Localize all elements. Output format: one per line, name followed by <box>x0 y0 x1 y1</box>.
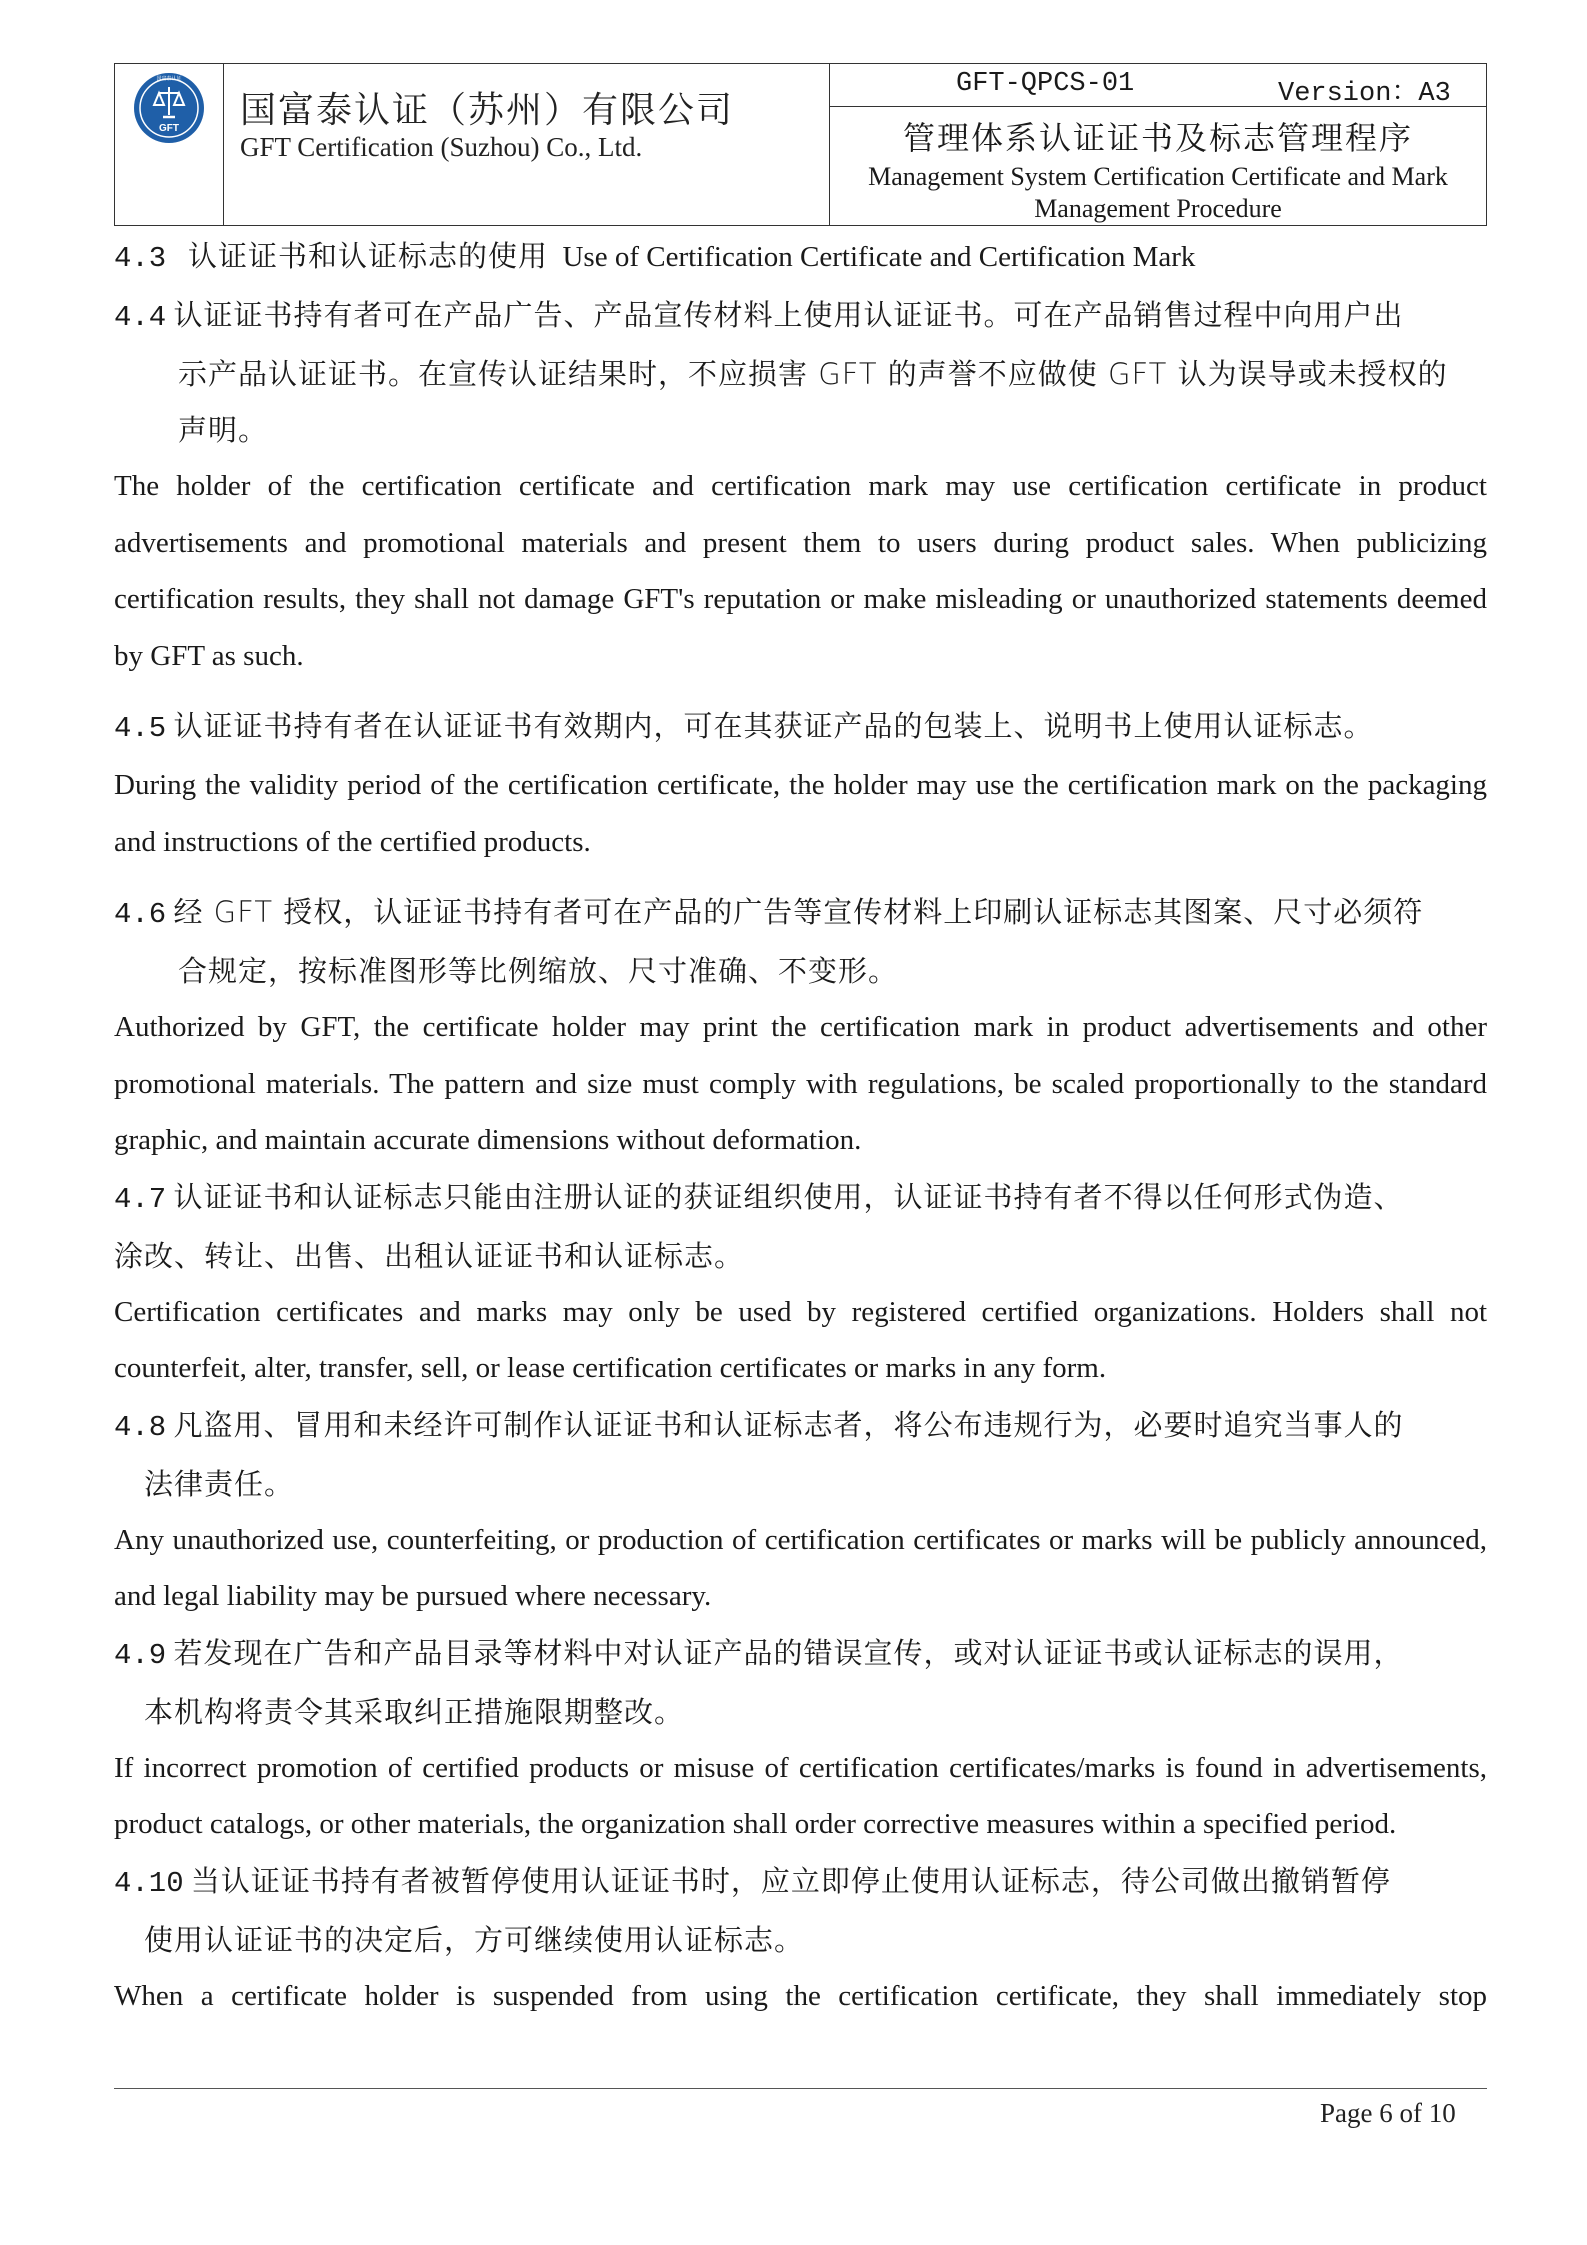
section-4-10-line-2: 使用认证证书的决定后，方可继续使用认证标志。 <box>144 1922 805 1957</box>
section-heading-en: Use of Certification Certificate and Certification Mark <box>562 241 1196 273</box>
document-body <box>114 228 1487 2024</box>
section-4-9-line-2: 本机构将责令其采取纠正措施限期整改。 <box>144 1694 685 1729</box>
section-4-7-en: Certification certificates and marks may only be used by registered certified organizations. Holders shall not counterfeit, alter, transfer, sell, or lease certification certificates or marks in any form. <box>114 1295 1487 1384</box>
section-4-6-en: Authorized by GFT, the certificate holder may print the certification mark in product advertisements and other promotional materials. The pattern and size must comply with regulations, be scaled proportionally to the standard graphic, and maintain accurate dimensions without deformation. <box>114 1011 1487 1156</box>
section-4-9-line-1 <box>114 1625 1487 1684</box>
footer-divider <box>114 2088 1487 2089</box>
gft-logo-icon <box>132 71 206 145</box>
logo-cell <box>115 64 224 226</box>
section-number: 4.10 <box>114 1866 184 1900</box>
section-number: 4.4 <box>114 301 167 334</box>
doc-title-en: Management System Certification Certificate and Mark Management Procedure <box>868 162 1448 223</box>
paragraph-cn: 凡盗用、冒用和未经许可制作认证证书和认证标志者，将公布违规行为，必要时追究当事人的 <box>173 1407 1404 1442</box>
section-4-8-line-1 <box>114 1397 1487 1456</box>
paragraph-cn: 认证证书持有者在认证证书有效期内，可在其获证产品的包装上、说明书上使用认证标志。 <box>173 709 1374 743</box>
doc-id-row <box>830 64 1486 107</box>
section-number: 4.3 <box>114 242 167 275</box>
section-4-4-line-2: 示产品认证证书。在宣传认证结果时，不应损害 GFT 的声誉不应做使 GFT 认为误导或未授权的 <box>178 357 1448 391</box>
section-4-8-en: Any unauthorized use, counterfeiting, or production of certification certificates or marks will be publicly announced, and legal liability may be pursued where necessary. <box>114 1523 1487 1612</box>
logo-ring-text: 国富泰认证 <box>156 76 182 82</box>
section-4-9-en: If incorrect promotion of certified products or misuse of certification certificates/marks is found in advertisements, product catalogs, or other materials, the organization shall order corrective measures within a specified period. <box>114 1751 1487 1840</box>
company-cell <box>224 64 830 226</box>
section-4-6-line-1 <box>114 884 1487 943</box>
doc-code: GFT-QPCS-01 <box>956 69 1135 99</box>
section-number: 4.8 <box>114 1410 167 1444</box>
section-4-4-line-1 <box>114 287 1487 346</box>
section-4-5-en: During the validity period of the certification certificate, the holder may use the certification mark on the packaging and instructions of the certified products. <box>114 769 1487 858</box>
paragraph-cn: 当认证证书持有者被暂停使用认证证书时，应立即停止使用认证标志，待公司做出撤销暂停 <box>190 1863 1391 1898</box>
section-4-10-en: When a certificate holder is suspended from using the certification certificate, they shall immediately stop <box>114 1979 1487 2012</box>
section-4-6-line-2: 合规定，按标准图形等比例缩放、尺寸准确、不变形。 <box>178 954 899 988</box>
section-4-3-heading <box>114 228 1487 287</box>
section-heading-cn: 认证证书和认证标志的使用 <box>187 239 548 273</box>
section-4-10-line-1 <box>114 1853 1487 1912</box>
logo-text: GFT <box>159 123 179 134</box>
section-4-4-en: The holder of the certification certificate and certification mark may use certification certificate in product advertisements and promotional materials and present them to users during product sales. When publicizing certification results, they shall not damage GFT's reputation or make misleading or unauthorized statements deemed by GFT as such. <box>114 470 1487 672</box>
company-name-en: GFT Certification (Suzhou) Co., Ltd. <box>240 132 643 162</box>
page-number: Page 6 of 10 <box>1320 2098 1456 2128</box>
section-number: 4.6 <box>114 898 167 931</box>
paragraph-cn: 认证证书持有者可在产品广告、产品宣传材料上使用认证证书。可在产品销售过程中向用户出 <box>173 298 1404 332</box>
paragraph-cn: 认证证书和认证标志只能由注册认证的获证组织使用，认证证书持有者不得以任何形式伪造、 <box>173 1179 1404 1214</box>
doc-info-cell <box>830 64 1487 226</box>
section-number: 4.9 <box>114 1638 167 1672</box>
section-number: 4.7 <box>114 1182 167 1216</box>
doc-title-cn: 管理体系认证证书及标志管理程序 <box>902 119 1413 157</box>
section-4-7-line-2: 涂改、转让、出售、出租认证证书和认证标志。 <box>114 1238 745 1273</box>
doc-version: Version：A3 <box>1278 79 1451 109</box>
section-4-7-line-1 <box>114 1169 1487 1228</box>
document-header <box>114 63 1487 226</box>
company-name-cn: 国富泰认证（苏州）有限公司 <box>240 90 735 131</box>
section-number: 4.5 <box>114 712 167 745</box>
paragraph-cn: 若发现在广告和产品目录等材料中对认证产品的错误宣传，或对认证证书或认证标志的误用， <box>173 1635 1404 1670</box>
paragraph-cn: 经 GFT 授权，认证证书持有者可在产品的广告等宣传材料上印刷认证标志其图案、尺寸必须符 <box>173 895 1424 929</box>
section-4-4-line-3: 声明。 <box>178 413 269 447</box>
section-4-5-line-1 <box>114 698 1487 757</box>
section-4-8-line-2: 法律责任。 <box>144 1466 295 1501</box>
